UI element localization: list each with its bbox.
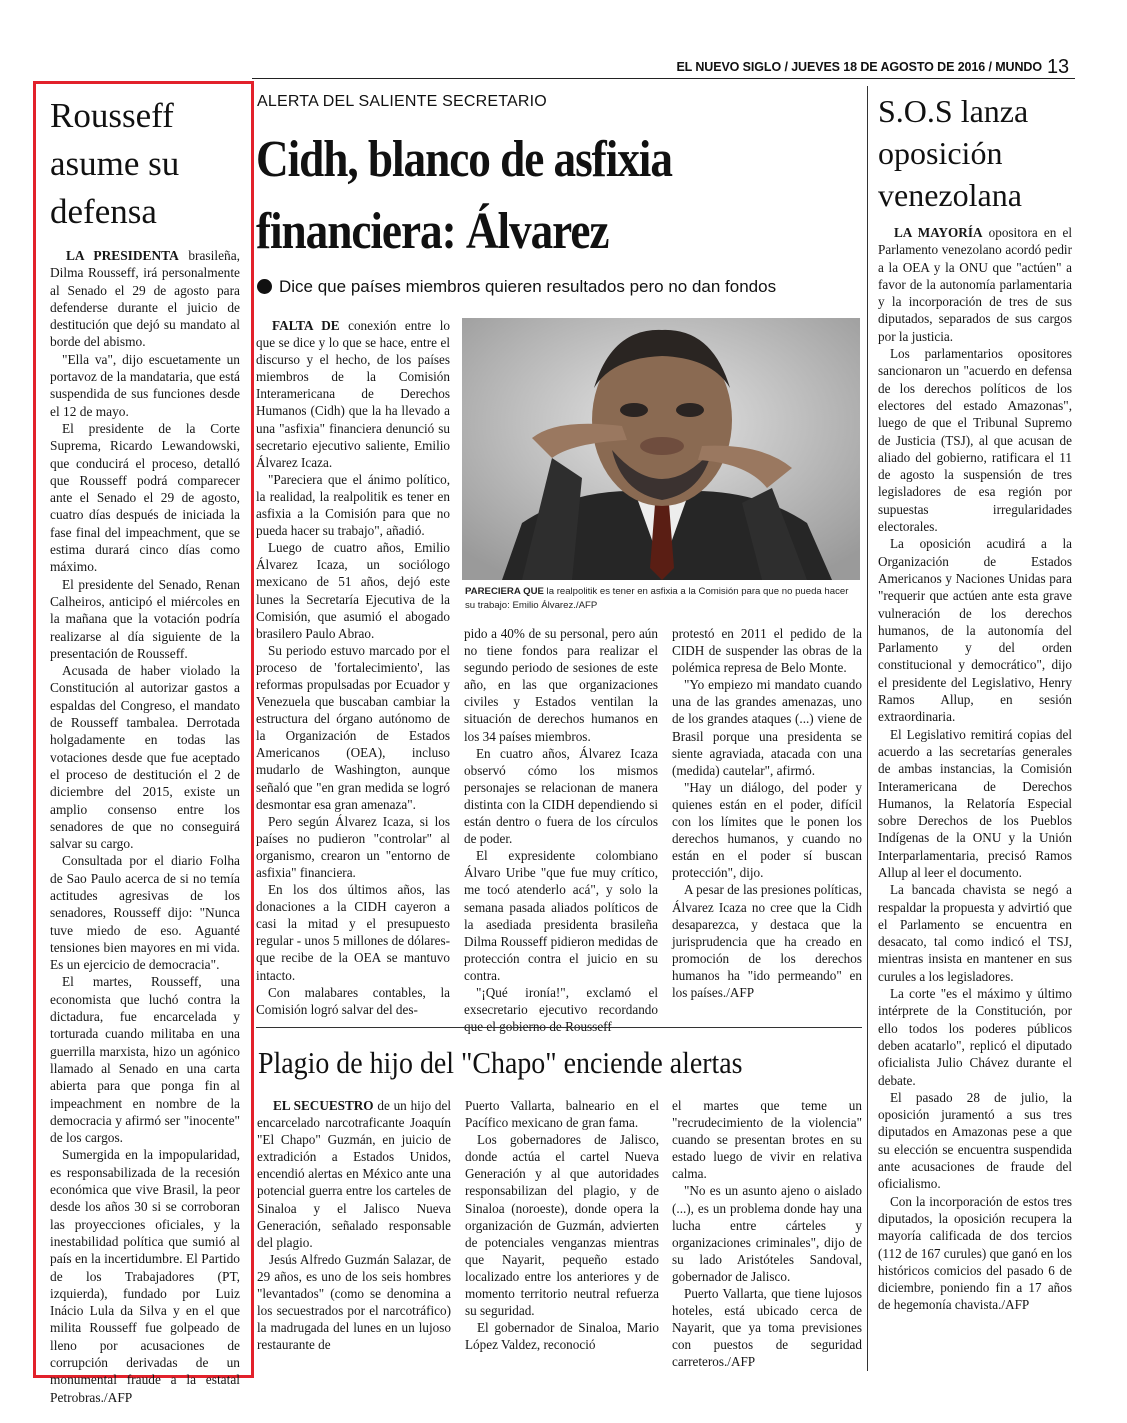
cidh-deck [257,277,776,297]
caption-text: la realpolitik es tener en asfixia a la Comisión para que no pueda hacer su trabajo: Emilio Álvarez./AFP [465,586,849,611]
chapo-paragraph: Puerto Vallarta, que tiene lujosos hoteles, está ubicado cerca de Nayarit, que ya toma previsiones con puestos de seguridad carreteros./AFP [672,1286,862,1370]
cidh-paragraph: En los dos últimos años, las donaciones a la CIDH cayeron a casi la mitad y el presupuesto regular - unos 5 millones de dólares- que recibe de la OEA se mantuvo intacto. [256,882,450,983]
chapo-paragraph: Puerto Vallarta, balneario en el Pacífico mexicano de gran fama. [465,1098,659,1131]
rousseff-paragraph: El presidente del Senado, Renan Calheiros, anticipó el miércoles en la mañana que la votación podría realizarse al día siguiente de la presentación de Rousseff. [50,576,240,661]
rousseff-paragraph: LA PRESIDENTA brasileña, Dilma Rousseff, irá personalmente al Senado el 29 de agosto para defenderse durante el juicio de destitución que dejó su mandato al borde del abismo. [50,248,240,350]
sos-paragraph: La bancada chavista se negó a respaldar la propuesta y advirtió que el Parlamento se encuentra en desacato, tal como indicó el TSJ, mientras insista en mantener en sus curules a los legisladores. [878,882,1072,984]
rousseff-lead-in: LA PRESIDENTA [66,248,179,263]
cidh-paragraph: Pero según Álvarez Icaza, si los países no pudieron "controlar" al organismo, crearon un "entorno de asfixia" financiera. [256,813,450,880]
chapo-column-1 [257,1097,451,1353]
sos-article [878,90,1072,1314]
cidh-paragraph: "Pareciera que el ánimo político, la realidad, la realpolitik es tener en asfixia a la Comisión para que no pueda hacer su trabajo", añadió. [256,471,450,539]
chapo-paragraph: Los gobernadores de Jalisco, donde actúa el cartel Nueva Generación y al que autoridades responsabilizan del plagio, y de Sinaloa (noroeste), donde opera la organización de Guzmán, advierten de potenciales venganzas mientras que Nayarit, pequeño estado localizado entre los anteriores y de momento territorio neutral refuerza su seguridad. [465,1132,659,1319]
folio [676,56,1069,79]
column-rule [867,86,868,1371]
caption-lead-in: PARECIERA QUE [465,586,544,597]
cidh-headline-line2: financiera: Álvarez [256,203,609,260]
rousseff-headline: Rousseff asume su defensa [50,96,180,231]
sos-paragraph: Los parlamentarios opositores sancionaron un "acuerdo en defensa de los derechos políticos de los electores del estado Amazonas", luego de que el Tribunal Supremo de Justicia (TSJ), al que acusan de aliado del gobierno, ratificara el 11 de agosto la suspensión de tres legisladores de esa región por supuestas irregularidades electorales. [878,346,1072,535]
cidh-paragraph: Con malabares contables, la Comisión logró salvar del des- [256,984,450,1017]
rousseff-article [50,92,240,1406]
cidh-paragraph: FALTA DE conexión entre lo que se dice y lo que se hace, entre el discurso y el hecho, de los países miembros de la Comisión Interamericana de Derechos Humanos (Cidh) que la ha llevado a una "asfixia" financiera denunció su secretario ejecutivo saliente, Emilio Álvarez Icaza. [256,318,451,470]
sos-body [878,224,1072,1314]
cidh-paragraph: "Yo empiezo mi mandato cuando una de las grandes amenazas, uno de los grandes ataques (...) viene de Brasil porque una presidenta se siente agraviada, atacada con una (medida) cautelar", afirmó. [672,677,862,778]
cidh-kicker: ALERTA DEL SALIENTE SECRETARIO [257,93,547,110]
cidh-column-2 [464,625,658,1035]
section-rule [256,1027,862,1028]
chapo-paragraph: EL SECUESTRO de un hijo del encarcelado narcotraficante Joaquín "El Chapo" Guzmán, en juicio de extradición a Estados Unidos, encendió alertas en México ante una potencial guerra entre los carteles de Sinaloa y el Jalisco Nueva Generación, señalado responsable del plagio. [257,1098,451,1250]
rousseff-paragraph: El presidente de la Corte Suprema, Ricardo Lewandowski, que conducirá el proceso, detalló que Rousseff podrá comparecer ante el Senado el 29 de agosto, cuatro días después de iniciada la fase final del impeachment, que se estima durará cinco días como máximo. [50,420,240,575]
cidh-paragraph: protestó en 2011 el pedido de la CIDH de suspender las obras de la polémica represa de Belo Monte. [672,626,862,676]
chapo-column-3 [672,1097,862,1371]
cidh-paragraph: A pesar de las presiones políticas, Álvarez Icaza no cree que la Cidh desaparezca, y destaca que la jurisprudencia que ha creado en promoción de los derechos humanos ha "ido permeando" en los países./AFP [672,882,862,1000]
cidh-deck-text: Dice que países miembros quieren resultados pero no dan fondos [279,277,777,296]
sos-headline: S.O.S lanza oposición venezolana [878,93,1029,213]
photo-caption [465,585,860,612]
chapo-paragraph: El gobernador de Sinaloa, Mario López Valdez, reconoció [465,1320,659,1353]
cidh-paragraph: "Hay un diálogo, del poder y quienes están en el poder, difícil con los límites que le ponen los derechos humanos, y cuando no están en el poder sí buscan protección", dijo. [672,779,862,881]
rousseff-paragraph: "Ella va", dijo escuetamente un portavoz de la mandataria, que está suspendida de sus funciones desde el 12 de mayo. [50,351,240,419]
chapo-headline: Plagio de hijo del "Chapo" enciende alertas [258,1045,743,1080]
chapo-column-2 [465,1097,659,1353]
cidh-paragraph: El expresidente colombiano Álvaro Uribe "que fue muy crítico, me tocó atenderlo acá", y solo la semana pasada aliados políticos de la asediada presidenta brasileña Dilma Rousseff pidieron medidas de protección contra el juicio en su contra. [464,848,658,983]
cidh-paragraph: "¡Qué ironía!", exclamó el exsecretario ejecutivo recordando que el gobierno de Rousseff [464,984,658,1035]
cidh-paragraph: Luego de cuatro años, Emilio Álvarez Icaza, un sociólogo mexicano de 51 años, dejó este lunes la Secretaría Ejecutiva de la Comisión, que asumió el abogado brasilero Paulo Abrao. [256,540,450,641]
chapo-paragraph: el martes que teme un "recrudecimiento de la violencia" cuando se presentan brotes en su estado luego de vivir en relativa calma. [672,1098,862,1182]
cidh-paragraph: Su periodo estuvo marcado por el proceso de 'fortalecimiento', las reformas propulsadas por Ecuador y Venezuela que buscaban cambiar la estructura del órgano autónomo de la Organización de Estados Americanos (OEA), incluso mudarlo de Washington, aunque señaló que "en gran medida se logró desmontar esa gran amenaza". [256,642,450,812]
sos-paragraph: La oposición acudirá a la Organización de Estados Americanos y Naciones Unidas para "requerir que actúen ante esta grave vulneración de los derechos humanos, de la autonomía del Parlamento y del orden constitucional y democrático", dijo el presidente del Legislativo, Henry Ramos Allup, en sesión extraordinaria. [878,536,1072,725]
chapo-paragraph: Jesús Alfredo Guzmán Salazar, de 29 años, es uno de los seis hombres "levantados" (como se denomina a los secuestrados por el narcotráfico) la madrugada del lunes en un lujoso restaurante de [257,1251,451,1353]
black-dot-icon [257,279,272,294]
sos-paragraph: La corte "es el máximo y último intérprete de la Constitución, por ello todos los poderes públicos deben acatarlo", replicó el diputado oficialista Julio Chávez durante el debate. [878,986,1072,1088]
alvarez-photo [462,318,860,580]
chapo-lead-in: EL SECUESTRO [273,1098,374,1113]
sos-paragraph: Con la incorporación de estos tres diputados, la oposición recupera la mayoría calificada de dos tercios (112 de 167 curules) que ganó en los históricos comicios del pasado 6 de diciembre, poniendo fin a 17 años de hegemonía chavista./AFP [878,1193,1072,1313]
page-number: 13 [1046,56,1069,78]
rousseff-paragraph: Sumergida en la impopularidad, es responsabilizada de la recesión económica que vive Brasil, la peor desde los años 30 si se corroboran las proyecciones oficiales, y la inestabilidad política que sumió al país en la incertidumbre. El Partido de los Trabajadores (PT, izquierda), fundado por Luiz Inácio Lula da Silva y en el que milita Rousseff fue golpeado de lleno por acusaciones de corrupción derivadas de un monumental fraude a la estatal Petrobras./AFP [50,1147,240,1405]
cidh-column-3 [672,625,862,1001]
chapo-paragraph: "No es un asunto ajeno o aislado (...), es un problema donde hay una lucha entre cárteles y organizaciones criminales", dijo de su lado Aristóteles Sandoval, gobernador de Jalisco. [672,1183,862,1284]
sos-paragraph: El Legislativo remitirá copias del acuerdo a las secretarías generales de ambas instancias, la Comisión Interamericana de Derechos Humanos, la Relatoría Especial sobre Derechos de los Pueblos Indígenas de la ONU y la Unión Interparlamentaria, precisó Ramos Allup al leer el documento. [878,726,1072,880]
top-rule [252,78,1075,79]
rousseff-paragraph: Consultada por el diario Folha de Sao Paulo acerca de si no temía actitudes agresivas de los senadores, Rousseff dijo: "Nunca tuve miedo de eso. Aguanté tensiones bien mayores en mi vida. Es un ejercicio de democracia". [50,853,240,973]
cidh-headline-line1: Cidh, blanco de asfixia [256,131,672,188]
rousseff-paragraph: El martes, Rousseff, una economista que luchó contra la dictadura, fue encarcelada y torturada cuando militaba en una guerrilla marxista, hizo un agónico llamado al Senado en una carta abierta para que ponga fin al impeachment en nombre de la democracia y afirmó ser "inocente" de los cargos. [50,974,240,1146]
sos-paragraph: LA MAYORÍA opositora en el Parlamento venezolano acordó pedir a la OEA y la ONU que "actúen" a favor de la autonomía parlamentaria y la incorporación de tres de sus diputados, separados de sus cargos por la justicia. [878,225,1073,344]
sos-paragraph: El pasado 28 de julio, la oposición juramentó a sus tres diputados en Amazonas pese a que su elección se encuentra suspendida ante acusaciones de fraude del oficialismo. [878,1089,1072,1192]
rousseff-paragraph: Acusada de haber violado la Constitución al autorizar gastos a espaldas del Congreso, el mandato de Rousseff tambalea. Derrotada holgadamente en todas las votaciones desde que fue aceptado el proceso de destitución el 2 de diciembre del 2015, existe un amplio consenso entre los senadores de que no conseguirá salvar su cargo. [50,663,240,852]
cidh-paragraph: En cuatro años, Álvarez Icaza observó cómo los mismos personajes se relacionan de manera distinta con la CIDH dependiendo si están dentro o fuera de los círculos de poder. [464,745,658,847]
cidh-lead-in: FALTA DE [272,318,340,333]
alvarez-photo-illustration [462,318,860,580]
sos-lead-in: LA MAYORÍA [894,225,983,240]
cidh-column-1 [256,317,450,1018]
rousseff-body [50,247,240,1406]
cidh-paragraph: pido a 40% de su personal, pero aún no tiene fondos para realizar el segundo periodo de sesiones de este año, en las que organizaciones civiles y Estados ventilan la situación de derechos humanos en los 34 países miembros. [464,626,658,744]
folio-text: EL NUEVO SIGLO / JUEVES 18 DE AGOSTO DE 2016 / MUNDO [676,60,1042,74]
